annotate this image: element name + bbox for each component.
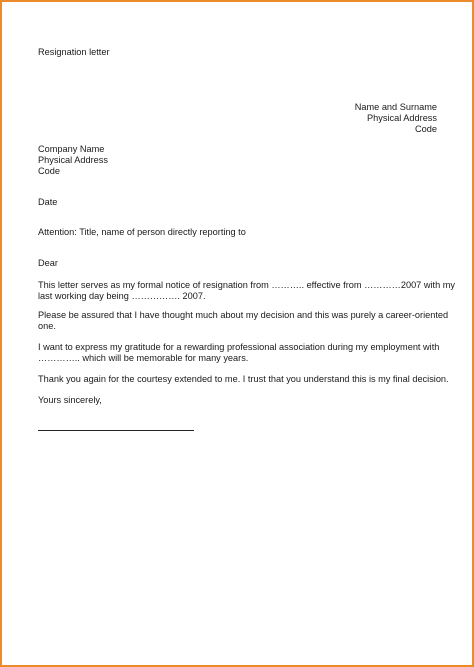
signature-line — [38, 430, 194, 431]
paragraph-line: Thank you again for the courtesy extended to me. I trust that you understand this is my final decision. — [38, 374, 449, 384]
salutation: Dear — [38, 258, 58, 268]
sender-code: Code — [415, 124, 437, 134]
sender-name: Name and Surname — [354, 102, 437, 112]
paragraph-thanks — [38, 374, 448, 385]
paragraph-line: This letter serves as my formal notice of resignation from ……….. effective from …………2007 with my — [38, 280, 455, 290]
paragraph-line: Please be assured that I have thought much about my decision and this was purely a career-oriented — [38, 310, 449, 320]
paragraph-gratitude — [38, 342, 448, 364]
recipient-address: Physical Address — [38, 155, 108, 165]
paragraph-line: last working day being ……………. 2007. — [38, 291, 206, 302]
sender-address: Physical Address — [367, 113, 437, 123]
attention-line: Attention: Title, name of person directly reporting to — [38, 227, 246, 237]
paragraph-line: one. — [38, 321, 56, 332]
closing: Yours sincerely, — [38, 395, 102, 405]
recipient-code: Code — [38, 166, 60, 176]
recipient-company: Company Name — [38, 144, 105, 154]
paragraph-assurance — [38, 310, 448, 332]
paragraph-line: ………….. which will be memorable for many years. — [38, 353, 249, 364]
letter-date: Date — [38, 197, 58, 207]
document-title: Resignation letter — [38, 47, 110, 57]
paragraph-resignation-notice — [38, 280, 455, 302]
paragraph-line: I want to express my gratitude for a rewarding professional association during my employment with — [38, 342, 440, 352]
